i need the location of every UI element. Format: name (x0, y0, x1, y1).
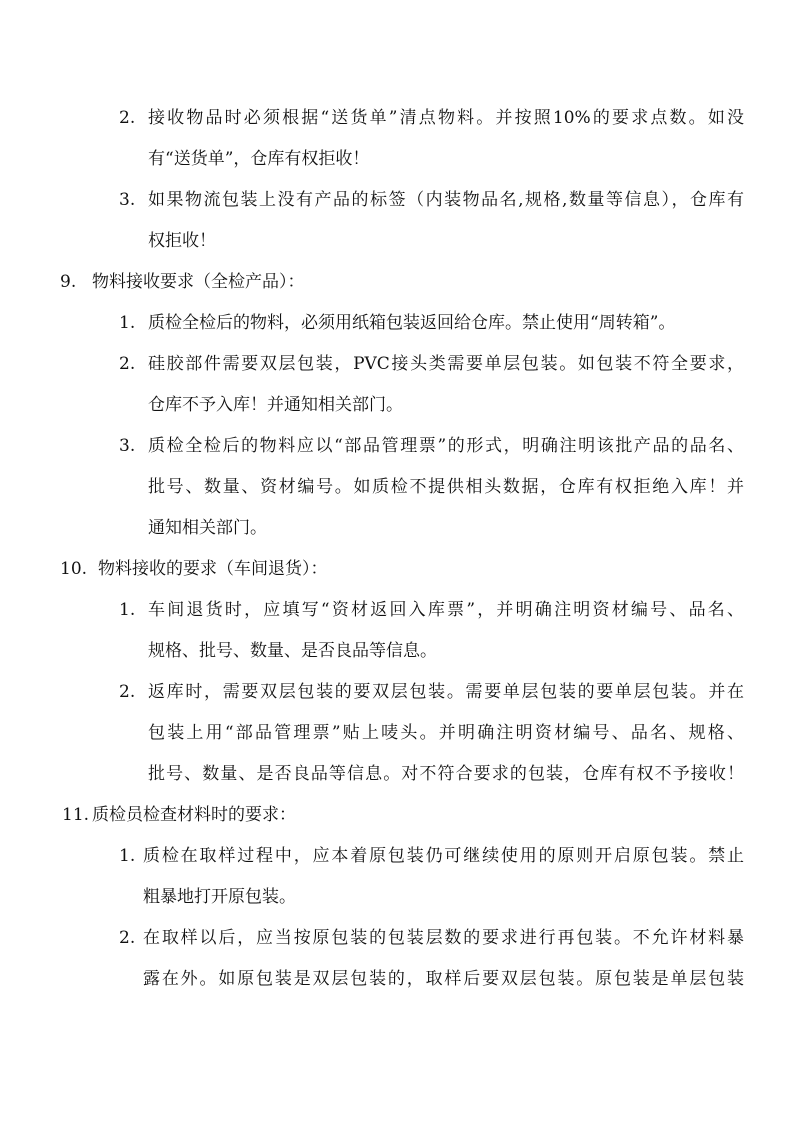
list-number: 3. (119, 436, 136, 456)
list-number: 2. (119, 354, 136, 374)
list-item-line: 通知相关部门。 (148, 518, 267, 538)
section-number: 10. (60, 559, 88, 579)
list-item-line: 质检全检后的物料应以“部品管理票”的形式，明确注明该批产品的品名、 (148, 436, 744, 456)
list-item-line: 质检在取样过程中，应本着原包装仍可继续使用的原则开启原包装。禁止 (143, 846, 744, 866)
list-number: 2. (119, 928, 136, 948)
list-item-line: 车间退货时，应填写“资材返回入库票”，并明确注明资材编号、品名、 (148, 600, 744, 620)
list-item-line: 露在外。如原包装是双层包装的，取样后要双层包装。原包装是单层包装 (143, 969, 744, 989)
section-heading: 物料接收要求（全检产品）： (92, 272, 305, 292)
list-item-line: 质检全检后的物料，必须用纸箱包装返回给仓库。禁止使用“周转箱”。 (148, 313, 676, 333)
list-item-line: 规格、批号、数量、是否良品等信息。 (148, 641, 437, 661)
list-item-line: 返库时，需要双层包装的要双层包装。需要单层包装的要单层包装。并在 (148, 682, 744, 702)
list-number: 2. (119, 108, 136, 128)
list-item-line: 有“送货单”，仓库有权拒收！ (148, 149, 370, 169)
list-item-line: 权拒收！ (148, 231, 216, 251)
list-number: 1. (119, 600, 136, 620)
section-number: 9. (60, 272, 77, 292)
list-item-line: 包装上用“部品管理票”贴上唛头。并明确注明资材编号、品名、规格、 (148, 723, 744, 743)
list-item-line: 粗暴地打开原包装。 (143, 887, 296, 907)
section-number: 11. (62, 805, 90, 825)
list-item-line: 如果物流包装上没有产品的标签（内装物品名,规格,数量等信息），仓库有 (148, 190, 744, 210)
list-number: 1. (119, 313, 136, 333)
list-item-line: 在取样以后，应当按原包装的包装层数的要求进行再包装。不允许材料暴 (143, 928, 744, 948)
section-heading: 质检员检查材料时的要求： (92, 805, 296, 825)
section-heading: 物料接收的要求（车间退货）： (98, 559, 328, 579)
list-number: 2. (119, 682, 136, 702)
list-item-line: 批号、数量、资材编号。如质检不提供相头数据，仓库有权拒绝入库！并 (148, 477, 744, 497)
list-item-line: 仓库不予入库！并通知相关部门。 (148, 395, 403, 415)
list-item-line: 批号、数量、是否良品等信息。对不符合要求的包装，仓库有权不予接收！ (148, 764, 744, 784)
list-number: 1. (119, 846, 136, 866)
list-item-line: 硅胶部件需要双层包装，PVC接头类需要单层包装。如包装不符全要求， (148, 354, 744, 374)
list-item-line: 接收物品时必须根据“送货单”清点物料。并按照10%的要求点数。如没 (148, 108, 744, 128)
list-number: 3. (119, 190, 136, 210)
